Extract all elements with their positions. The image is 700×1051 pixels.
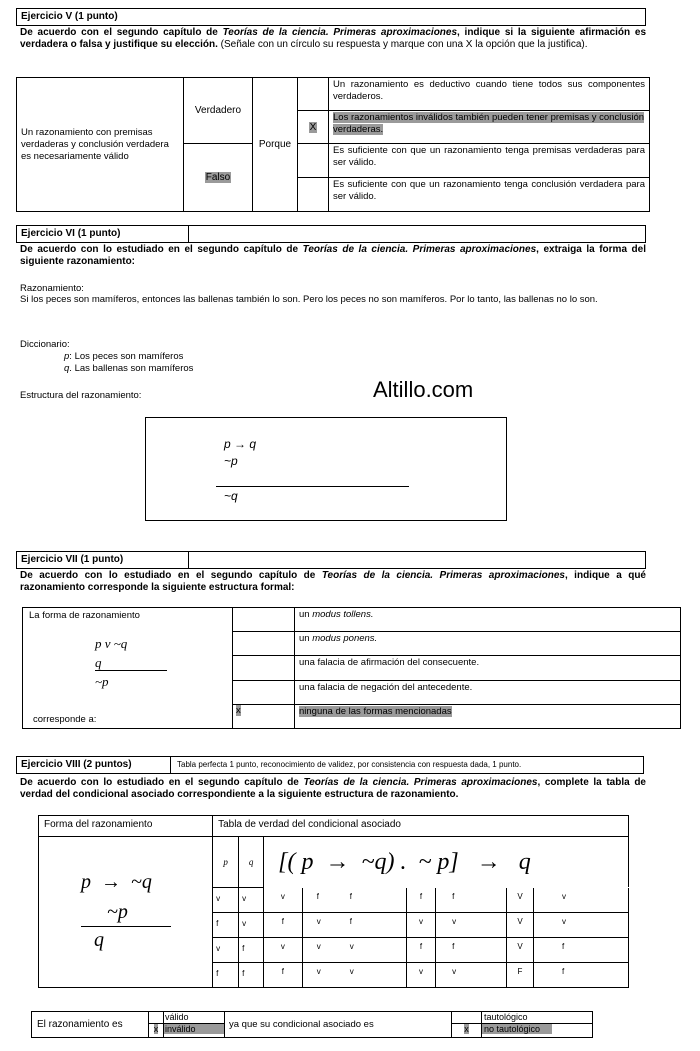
ex5-because: Porque bbox=[253, 78, 298, 212]
ex7-line-1: p v ~q bbox=[95, 636, 128, 651]
ex8-not-taut-check[interactable] bbox=[452, 1024, 482, 1038]
ex5-check-2[interactable] bbox=[298, 111, 329, 144]
ex6-dict-p-text: : Los peces son mamíferos bbox=[69, 351, 184, 362]
ex8-title: Ejercicio VIII (2 puntos) bbox=[21, 759, 132, 770]
ex6-reasoning-label: Razonamiento: bbox=[20, 283, 84, 294]
ex6-dict-q-text: . Las ballenas son mamíferos bbox=[69, 363, 194, 374]
ex7-opt-1-pre: un bbox=[299, 609, 313, 620]
ex7-form-cell bbox=[23, 608, 233, 729]
ex8-invalid-mark: x bbox=[153, 1024, 159, 1034]
cell-r4-e[interactable]: v bbox=[436, 963, 507, 988]
cell-r1-g[interactable]: v bbox=[534, 888, 629, 913]
ex8-instructions bbox=[20, 777, 646, 801]
cell-r4-p: f bbox=[213, 963, 239, 988]
ex6-book: Teorías de la ciencia. Primeras aproximaciones bbox=[302, 244, 537, 255]
ex5-option-2-cell bbox=[329, 111, 650, 144]
ex8-final-table bbox=[31, 1011, 593, 1038]
ex7-title: Ejercicio VII (1 punto) bbox=[21, 554, 124, 565]
ex8-form-cell bbox=[39, 837, 213, 988]
ex8-not-taut-mark: x bbox=[464, 1024, 469, 1034]
ex5-true-label: Verdadero bbox=[194, 105, 242, 116]
cell-r1-a[interactable]: v bbox=[264, 888, 303, 913]
cell-r1-p: v bbox=[213, 888, 239, 913]
cell-r4-c: v bbox=[349, 967, 354, 976]
cell-r2-f[interactable]: V bbox=[506, 913, 533, 938]
ex7-check-5[interactable] bbox=[233, 704, 295, 728]
ex8-header bbox=[16, 756, 644, 774]
ex8-header-divider bbox=[170, 756, 171, 774]
cell-r2-e[interactable]: v bbox=[436, 913, 507, 938]
ex8-table bbox=[38, 815, 629, 988]
cell-r1-b: f bbox=[316, 892, 319, 901]
ex7-book: Teorías de la ciencia. Primeras aproximaciones bbox=[321, 570, 565, 581]
ex8-form-l1: p → ~q bbox=[81, 871, 152, 893]
ex7-corresponds: corresponde a: bbox=[33, 714, 97, 725]
cell-r3-b: v bbox=[316, 942, 321, 951]
cell-r1-bc[interactable] bbox=[302, 888, 406, 913]
ex5-statement: Un razonamiento con premisas verdaderas y conclusión verdadera es necesariamente válido bbox=[17, 78, 184, 212]
ex5-option-4: Es suficiente con que un razonamiento tenga conclusión verdadera para ser válido. bbox=[329, 178, 650, 212]
ex7-opt-2 bbox=[295, 632, 681, 656]
cell-r3-q: f bbox=[239, 938, 264, 963]
ex5-intro-a: De acuerdo con el segundo capítulo de bbox=[20, 27, 223, 38]
ex7-line-3: ~p bbox=[95, 674, 109, 689]
ex7-check-2[interactable] bbox=[233, 632, 295, 656]
ex5-check-1[interactable] bbox=[298, 78, 329, 111]
ex6-dict-q-var: q bbox=[64, 363, 70, 374]
ex6-premise-1: p → q bbox=[224, 437, 257, 451]
cell-r4-q: f bbox=[239, 963, 264, 988]
ex8-intro-b: , complete la tabla de verdad del condicional asociado correspondiente a la siguiente estructura de razonamiento. bbox=[20, 777, 646, 800]
ex7-form-label: La forma de razonamiento bbox=[29, 610, 140, 621]
ex6-dict-p-var: p bbox=[64, 351, 70, 362]
ex6-reasoning: Si los peces son mamíferos, entonces las ballenas también lo son. Pero los peces no son mamíferos. Por lo tanto, las ballenas no lo son. bbox=[20, 294, 598, 305]
cell-r3-bc[interactable] bbox=[302, 938, 406, 963]
ex6-dict-q bbox=[64, 363, 193, 374]
ex5-option-2: Los razonamientos inválidos también pueden tener premisas y conclusión verdaderas. bbox=[333, 112, 645, 135]
ex5-intro-b: , indique si la siguiente afirmación es verdadera o falsa y justifique su elección. bbox=[20, 27, 646, 50]
ex6-title: Ejercicio VI (1 punto) bbox=[21, 228, 121, 239]
ex6-structure-label: Estructura del razonamiento: bbox=[20, 390, 142, 401]
ex5-false-label: Falso bbox=[205, 172, 231, 183]
ex5-option-3: Es suficiente con que un razonamiento tenga premisas verdaderas para ser válido. bbox=[329, 144, 650, 178]
cell-r2-bc[interactable] bbox=[302, 913, 406, 938]
ex6-instructions bbox=[20, 244, 646, 268]
ex5-book: Teorías de la ciencia. Primeras aproximaciones bbox=[222, 27, 458, 38]
ex7-opt-1 bbox=[295, 608, 681, 632]
ex6-structure-box[interactable] bbox=[145, 417, 507, 521]
ex8-invalid-cell bbox=[164, 1024, 225, 1038]
ex8-grading: Tabla perfecta 1 punto, reconocimiento de validez, por consistencia con respuesta dada, 1 punto. bbox=[177, 760, 522, 769]
ex5-check-3[interactable] bbox=[298, 144, 329, 178]
ex6-header bbox=[16, 225, 646, 243]
cell-r3-p: v bbox=[213, 938, 239, 963]
ex5-check-4[interactable] bbox=[298, 178, 329, 212]
cell-r1-d[interactable]: f bbox=[406, 888, 435, 913]
cell-r3-f[interactable]: V bbox=[506, 938, 533, 963]
ex7-line-2: q bbox=[95, 655, 102, 670]
ex7-check-3[interactable] bbox=[233, 656, 295, 680]
ex6-intro-a: De acuerdo con lo estudiado en el segundo capítulo de bbox=[20, 244, 303, 255]
ex8-book: Teorías de la ciencia. Primeras aproximaciones bbox=[303, 777, 538, 788]
ex7-table bbox=[22, 607, 681, 729]
ex7-opt-5-cell bbox=[295, 704, 681, 728]
cell-r1-e[interactable]: f bbox=[436, 888, 507, 913]
cell-r1-q: v bbox=[239, 888, 264, 913]
cell-r4-bc[interactable] bbox=[302, 963, 406, 988]
ex8-head-p: p bbox=[213, 837, 239, 888]
cell-r3-e[interactable]: f bbox=[436, 938, 507, 963]
ex8-final-label: El razonamiento es bbox=[32, 1012, 149, 1038]
ex7-opt-2-pre: un bbox=[299, 633, 313, 645]
cell-r2-b: v bbox=[316, 917, 321, 926]
ex8-form-rule bbox=[81, 926, 171, 927]
cell-r4-a[interactable]: f bbox=[264, 963, 303, 988]
ex7-check-4[interactable] bbox=[233, 680, 295, 704]
ex8-middle: ya que su condicional asociado es bbox=[225, 1012, 452, 1038]
ex8-invalid-check[interactable] bbox=[149, 1024, 164, 1038]
cell-r4-g[interactable]: f bbox=[534, 963, 629, 988]
cell-r2-g[interactable]: v bbox=[534, 913, 629, 938]
ex8-valid: válido bbox=[164, 1012, 225, 1024]
ex7-check-1[interactable] bbox=[233, 608, 295, 632]
ex8-invalid: inválido bbox=[164, 1024, 224, 1034]
ex5-intro-c: (Señale con un círculo su respuesta y marque con una X la opción que la justifica). bbox=[217, 39, 588, 50]
ex5-false-cell[interactable] bbox=[184, 144, 253, 212]
cell-r3-a[interactable]: v bbox=[264, 938, 303, 963]
ex7-opt-5: ninguna de las formas mencionadas bbox=[299, 705, 452, 717]
ex6-premise-2: ~p bbox=[224, 454, 238, 468]
ex8-head-q: q bbox=[239, 837, 264, 888]
watermark: Altillo.com bbox=[373, 377, 474, 402]
cell-r1-f[interactable]: V bbox=[506, 888, 533, 913]
cell-r3-c: v bbox=[349, 942, 354, 951]
ex7-opt-2-it: modus ponens. bbox=[312, 633, 378, 645]
ex5-true-cell[interactable] bbox=[184, 78, 253, 144]
cell-r4-d[interactable]: v bbox=[406, 963, 435, 988]
ex6-conclusion-line bbox=[216, 486, 409, 487]
cell-r3-d[interactable]: f bbox=[406, 938, 435, 963]
ex6-dict-p bbox=[64, 351, 183, 362]
ex8-col-form: Forma del razonamiento bbox=[39, 816, 213, 837]
ex8-valid-check[interactable] bbox=[149, 1012, 164, 1024]
ex8-not-taut: no tautológico bbox=[482, 1024, 552, 1034]
ex6-dictionary-label: Diccionario: bbox=[20, 339, 70, 350]
cell-r4-f[interactable]: F bbox=[506, 963, 533, 988]
cell-r2-p: f bbox=[213, 913, 239, 938]
ex7-intro-a: De acuerdo con lo estudiado en el segundo capítulo de bbox=[20, 570, 322, 581]
ex8-form-l3: q bbox=[94, 929, 104, 951]
ex5-table bbox=[16, 77, 650, 212]
cell-r2-a[interactable]: f bbox=[264, 913, 303, 938]
ex7-line-rule bbox=[95, 670, 167, 671]
ex8-taut-check[interactable] bbox=[452, 1012, 482, 1024]
ex8-formula: [( p → ~q) . ~ p] → q bbox=[264, 837, 629, 888]
ex6-intro-b: , extraiga la forma del siguiente razonamiento: bbox=[20, 244, 646, 267]
ex7-header-divider bbox=[188, 551, 189, 569]
ex8-form-l2: ~p bbox=[107, 901, 128, 923]
ex6-header-divider bbox=[188, 225, 189, 243]
cell-r1-c: f bbox=[349, 892, 352, 901]
ex8-intro-a: De acuerdo con lo estudiado en el segundo capítulo de bbox=[20, 777, 304, 788]
cell-r4-b: v bbox=[316, 967, 321, 976]
ex7-intro-b: , indique a qué razonamiento corresponde la siguiente estructura formal: bbox=[20, 570, 646, 593]
ex7-opt-3: una falacia de afirmación del consecuente. bbox=[295, 656, 681, 680]
ex7-instructions bbox=[20, 570, 646, 594]
ex5-header bbox=[16, 8, 646, 26]
ex8-col-table: Tabla de verdad del condicional asociado bbox=[213, 816, 629, 837]
ex5-option-1: Un razonamiento es deductivo cuando tiene todos sus componentes verdaderos. bbox=[329, 78, 650, 111]
ex7-header bbox=[16, 551, 646, 569]
cell-r2-d[interactable]: v bbox=[406, 913, 435, 938]
ex7-opt-4: una falacia de negación del antecedente. bbox=[295, 680, 681, 704]
ex5-check-mark: X bbox=[309, 121, 317, 133]
ex7-mark: x bbox=[236, 704, 241, 716]
cell-r2-c: f bbox=[349, 917, 352, 926]
ex5-instructions bbox=[20, 27, 646, 51]
cell-r2-q: v bbox=[239, 913, 264, 938]
ex5-title: Ejercicio V (1 punto) bbox=[21, 11, 118, 22]
ex7-opt-1-it: modus tollens. bbox=[312, 609, 374, 620]
cell-r3-g[interactable]: f bbox=[534, 938, 629, 963]
ex6-conclusion: ~q bbox=[224, 489, 238, 503]
ex8-taut: tautológico bbox=[482, 1012, 593, 1024]
ex8-not-taut-cell bbox=[482, 1024, 593, 1038]
